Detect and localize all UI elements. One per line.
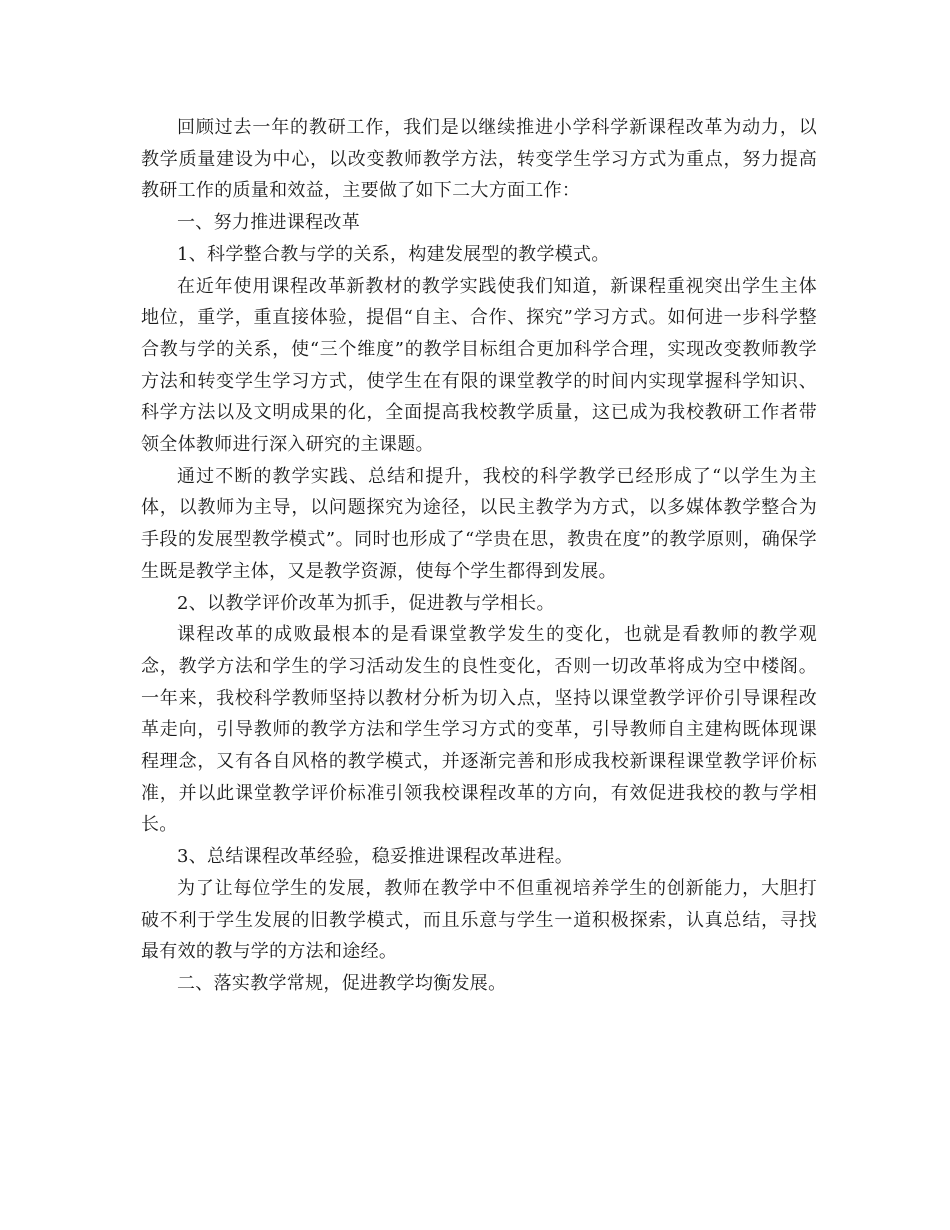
document-body xyxy=(141,112,817,1000)
paragraph: 课程改革的成败最根本的是看课堂教学发生的变化，也就是看教师的教学观念，教学方法和学生的学习活动发生的良性变化，否则一切改革将成为空中楼阁。一年来，我校科学教师坚持以教材分析为切入点，坚持以课堂教学评价引导课程改革走向，引导教师的教学方法和学生学习方式的变革，引导教师自主建构既体现课程理念，又有各自风格的教学模式，并逐渐完善和形成我校新课程课堂教学评价标准，并以此课堂教学评价标准引领我校课程改革的方向，有效促进我校的教与学相长。 xyxy=(141,624,817,836)
subheading-1-1: 1、科学整合教与学的关系，构建发展型的教学模式。 xyxy=(177,243,610,265)
section-heading-2: 二、落实教学常规，促进教学均衡发展。 xyxy=(177,972,507,994)
paragraph: 在近年使用课程改革新教材的教学实践使我们知道，新课程重视突出学生主体地位，重学，重直接体验，提倡“自主、合作、探究”学习方式。如何进一步科学整合教与学的关系，使“三个维度”的教学目标组合更加科学合理，实现改变教师教学方法和转变学生学习方式，使学生在有限的课堂教学的时间内实现掌握科学知识、科学方法以及文明成果的化，全面提高我校教学质量，这已成为我校教研工作者带领全体教师进行深入研究的主课题。 xyxy=(141,275,817,456)
paragraph: 通过不断的教学实践、总结和提升，我校的科学教学已经形成了“以学生为主体，以教师为主导，以问题探究为途径，以民主教学为方式，以多媒体教学整合为手段的发展型教学模式”。同时也形成了“学贵在思，教贵在度”的教学原则，确保学生既是教学主体，又是教学资源，使每个学生都得到发展。 xyxy=(141,465,817,582)
paragraph: 为了让每位学生的发展，教师在教学中不但重视培养学生的创新能力，大胆打破不利于学生发展的旧教学模式，而且乐意与学生一道积极探索，认真总结，寻找最有效的教与学的方法和途经。 xyxy=(141,877,817,963)
paragraph-intro: 回顾过去一年的教研工作，我们是以继续推进小学科学新课程改革为动力，以教学质量建设为中心，以改变教师教学方法，转变学生学习方式为重点，努力提高教研工作的质量和效益，主要做了如下二大方面工作： xyxy=(141,117,817,202)
subheading-1-2: 2、以教学评价改革为抓手，促进教与学相长。 xyxy=(177,592,555,614)
section-heading-1: 一、努力推进课程改革 xyxy=(177,212,360,234)
subheading-1-3: 3、总结课程改革经验，稳妥推进课程改革进程。 xyxy=(177,846,574,868)
